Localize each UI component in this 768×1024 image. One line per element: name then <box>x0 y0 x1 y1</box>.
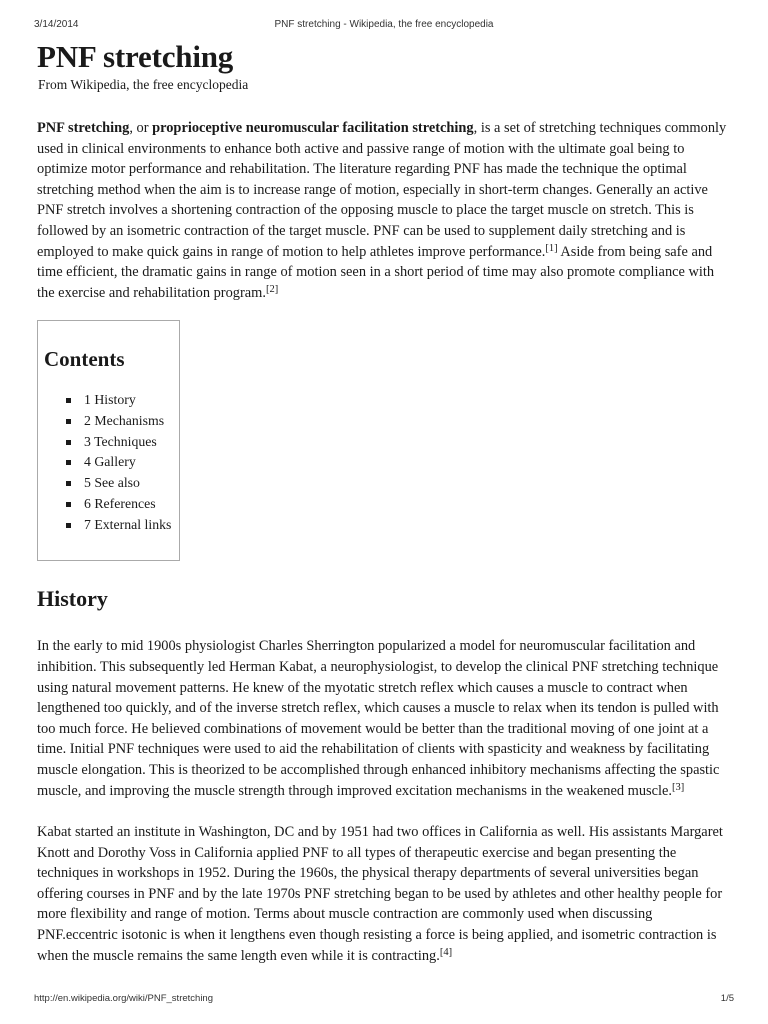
toc-title: Contents <box>44 347 125 372</box>
toc-item-gallery[interactable] <box>44 452 179 473</box>
toc-item-label: 1 History <box>84 392 136 408</box>
bullet-icon <box>66 481 71 486</box>
bullet-icon <box>66 398 71 403</box>
bullet-icon <box>66 419 71 424</box>
intro-separator: , or <box>129 120 153 136</box>
intro-paragraph <box>37 118 733 303</box>
toc-item-label: 4 Gallery <box>84 454 136 470</box>
print-date: 3/14/2014 <box>34 19 79 30</box>
print-header <box>34 19 734 31</box>
toc-item-techniques[interactable] <box>44 432 179 453</box>
history-paragraph-2 <box>37 822 733 966</box>
toc-item-see-also[interactable] <box>44 473 179 494</box>
intro-text-2: Aside from being safe and time efficient, the dramatic gains in range of motion seen in a short period of time may also promote compliance with the exercise and rehabilitation program. <box>37 243 715 301</box>
site-tagline: From Wikipedia, the free encyclopedia <box>38 77 249 92</box>
print-footer <box>34 993 734 1005</box>
history-heading: History <box>37 586 108 612</box>
citation-2[interactable]: [2] <box>265 283 279 295</box>
intro-term-pnf: PNF stretching <box>37 120 130 136</box>
toc-item-external-links[interactable] <box>44 515 179 536</box>
toc-item-label: 5 See also <box>84 475 140 491</box>
toc-item-label: 3 Techniques <box>84 433 157 449</box>
history-text-1: In the early to mid 1900s physiologist Charles Sherrington popularized a model for neuromuscular facilitation and inhibition. This subsequently led Herman Kabat, a neurophysiologist, to develop the clinical PNF stretching technique using natural movement patterns. He knew of the myotatic stretch reflex which causes a muscle to contract when lengthened too quickly, and of the inverse stretch reflex, which causes a muscle to relax when its tendon is pulled with too much force. He believed combinations of movement would be better than the traditional moving of one joint at a time. Initial PNF techniques were used to aid the rehabilitation of clients with spasticity and weakness by facilitating muscle elongation. This is theorized to be accomplished through enhanced inhibitory mechanisms affecting the spastic muscle, and improving the muscle strength through improved excitation mechanisms in the weakened muscle. <box>37 638 720 799</box>
bullet-icon <box>66 523 71 528</box>
toc-item-references[interactable] <box>44 494 179 515</box>
page-number: 1/5 <box>720 993 734 1004</box>
history-text-2: Kabat started an institute in Washington, DC and by 1951 had two offices in California as well. His assistants Margaret Knott and Dorothy Voss in California applied PNF to all types of therapeutic exercise and began presenting the techniques in workshops in 1952. During the 1960s, the physical therapy departments of several universities began offering courses in PNF and by the late 1970s PNF stretching began to be used by athletes and other healthy people for more flexibility and range of motion. Terms about muscle contraction are commonly used when discussing PNF.eccentric isotonic is when it lengthens even though resisting a force is being applied, and isometric contraction is when the muscle remains the same length even while it is contracting. <box>37 824 723 964</box>
article-content <box>37 38 733 966</box>
toc-item-label: 6 References <box>84 495 156 511</box>
intro-term-full: proprioceptive neuromuscular facilitation stretching <box>152 120 474 136</box>
toc-item-mechanisms[interactable] <box>44 411 179 432</box>
citation-4[interactable]: [4] <box>439 946 453 958</box>
toc-item-label: 7 External links <box>84 516 172 532</box>
toc-list <box>44 390 179 535</box>
table-of-contents <box>37 320 180 561</box>
bullet-icon <box>66 502 71 507</box>
page-title: PNF stretching <box>37 39 234 74</box>
bullet-icon <box>66 460 71 465</box>
toc-item-label: 2 Mechanisms <box>84 413 165 429</box>
intro-text-1: , is a set of stretching techniques commonly used in clinical environments to enhance both active and passive range of motion with the ultimate goal being to optimize motor performance and rehabilitation. The literature regarding PNF has made the technique the optimal stretching method when the aim is to increase range of motion, especially in short-term changes. Generally an active PNF stretch involves a shortening contraction of the opposing muscle to place the target muscle on stretch. This is followed by an isometric contraction of the target muscle. PNF can be used to supplement daily stretching and is employed to make quick gains in range of motion to help athletes improve performance. <box>37 120 727 260</box>
history-paragraph-1 <box>37 636 733 801</box>
citation-3[interactable]: [3] <box>672 781 685 793</box>
print-url: http://en.wikipedia.org/wiki/PNF_stretching <box>34 993 213 1004</box>
print-page-title: PNF stretching - Wikipedia, the free encyclopedia <box>274 19 494 30</box>
citation-1[interactable]: [1] <box>545 242 558 254</box>
bullet-icon <box>66 440 71 445</box>
toc-item-history[interactable] <box>44 390 179 411</box>
